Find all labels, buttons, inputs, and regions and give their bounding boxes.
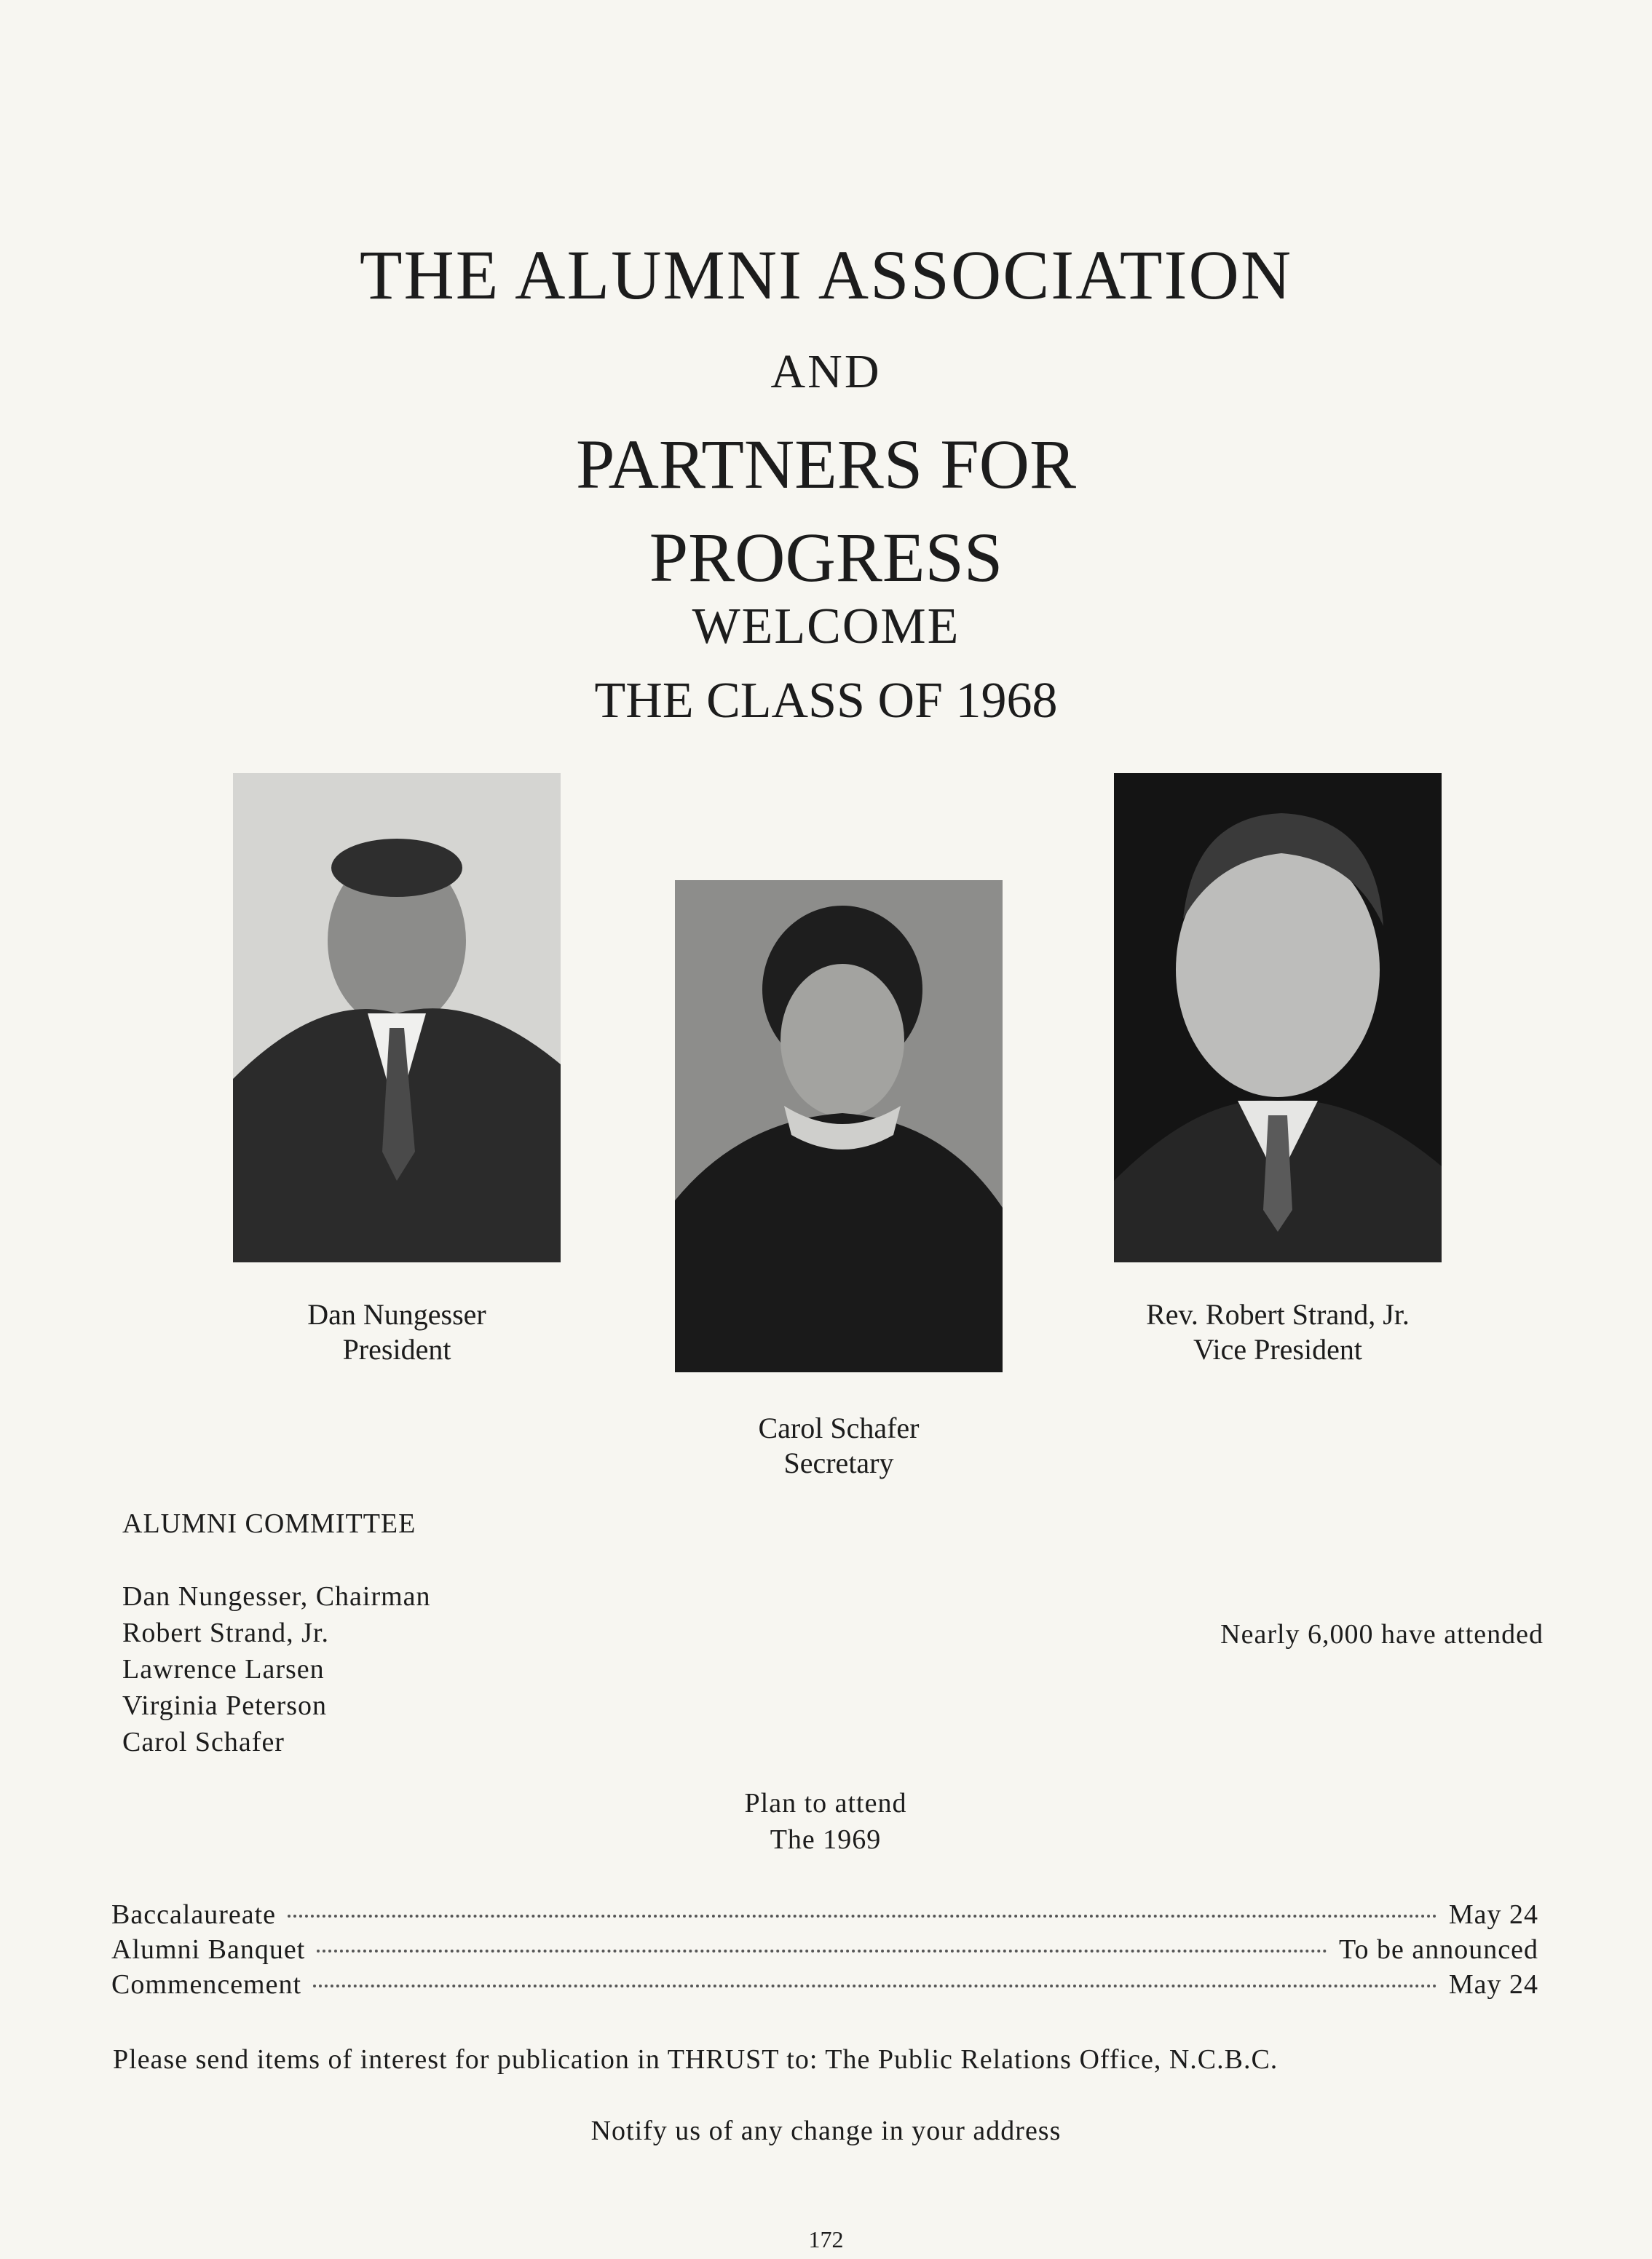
- page-number: 172: [808, 2226, 844, 2252]
- dot-leader: [288, 1915, 1437, 1918]
- event-row-baccalaureate: [111, 1899, 1538, 1932]
- title-welcome: WELCOME: [692, 598, 960, 654]
- officer-title: President: [342, 1333, 451, 1366]
- dot-leader: [313, 1985, 1437, 1987]
- plan-line: Plan to attend: [744, 1788, 907, 1819]
- committee-heading: ALUMNI COMMITTEE: [122, 1508, 416, 1539]
- event-name: Commencement: [111, 1969, 302, 2000]
- committee-member: Lawrence Larsen: [122, 1654, 325, 1685]
- caption-vice-president: [1059, 1297, 1496, 1367]
- committee-member: Carol Schafer: [122, 1727, 285, 1757]
- committee-member: Dan Nungesser, Chairman: [122, 1581, 431, 1612]
- dot-leader: [317, 1950, 1327, 1953]
- title-partners-for: PARTNERS FOR: [576, 425, 1076, 503]
- title-and: AND: [770, 345, 882, 398]
- plan-line: The 1969: [770, 1824, 882, 1855]
- event-name: Alumni Banquet: [111, 1934, 306, 1965]
- committee-member: Virginia Peterson: [122, 1690, 328, 1721]
- event-date: May 24: [1448, 1899, 1538, 1930]
- committee-member: Robert Strand, Jr.: [122, 1618, 329, 1648]
- committee-members: [122, 1578, 431, 1760]
- officer-title: Secretary: [783, 1447, 894, 1479]
- title-progress: PROGRESS: [649, 518, 1003, 596]
- title-class-of: THE CLASS OF 1968: [594, 673, 1058, 729]
- notify-address-note: Notify us of any change in your address: [590, 2116, 1062, 2146]
- officer-name: Dan Nungesser: [307, 1298, 486, 1331]
- caption-president: [233, 1297, 561, 1367]
- event-date: To be announced: [1338, 1934, 1538, 1965]
- attendance-note: Nearly 6,000 have attended: [1220, 1619, 1544, 1650]
- photo-vice-president: [1114, 773, 1442, 1262]
- photo-secretary: [675, 880, 1003, 1372]
- officer-name: Rev. Robert Strand, Jr.: [1146, 1298, 1410, 1331]
- event-row-alumni-banquet: [111, 1934, 1538, 1967]
- plan-to-attend: [607, 1785, 1044, 1858]
- caption-secretary: [675, 1411, 1003, 1481]
- photo-president: [233, 773, 561, 1262]
- title-alumni-association: THE ALUMNI ASSOCIATION: [359, 236, 1293, 314]
- event-name: Baccalaureate: [111, 1899, 277, 1930]
- event-row-commencement: [111, 1969, 1538, 2002]
- officer-title: Vice President: [1193, 1333, 1362, 1366]
- officer-name: Carol Schafer: [758, 1412, 920, 1444]
- event-date: May 24: [1448, 1969, 1538, 2000]
- send-items-note: Please send items of interest for publication in THRUST to: The Public Relations Office, N.C.B.C.: [113, 2044, 1278, 2075]
